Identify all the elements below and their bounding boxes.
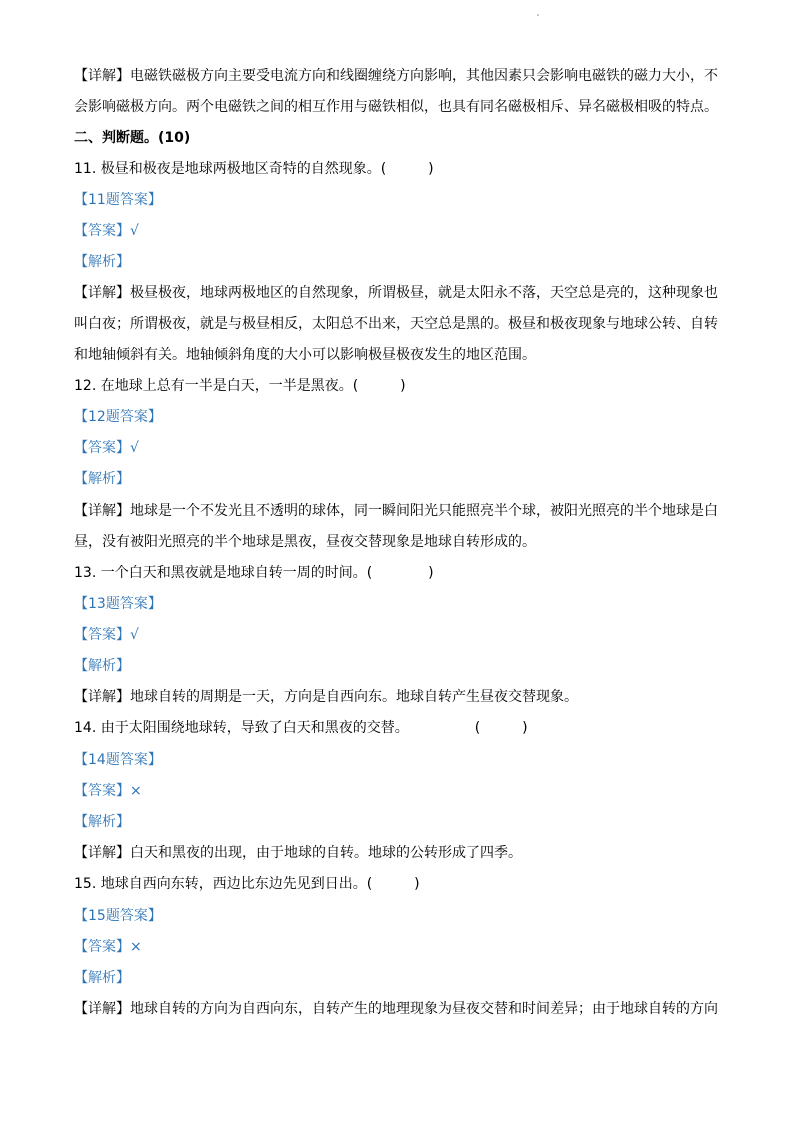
detail-label: 【详解】 (74, 68, 130, 84)
answer-header-13: 【13题答案】 (74, 596, 162, 612)
answer-blank: ( ) (474, 720, 528, 736)
detail-12-line2: 昼，没有被阳光照亮的半个地球是黑夜，昼夜交替现象是地球自转形成的。 (74, 534, 536, 550)
section-title: 二、判断题。(10) (74, 130, 191, 146)
detail-12-line1: 【详解】地球是一个不发光且不透明的球体，同一瞬间阳光只能照亮半个球，被阳光照亮的半个地球是白 (74, 503, 718, 519)
answer-header-15: 【15题答案】 (74, 908, 162, 924)
detail-label: 【详解】 (74, 845, 130, 861)
analysis-label-12: 【解析】 (74, 471, 130, 487)
detail-label: 【详解】 (74, 1001, 130, 1017)
detail-14-line1: 【详解】白天和黑夜的出现，由于地球的自转。地球的公转形成了四季。 (74, 845, 522, 861)
analysis-label-14: 【解析】 (74, 814, 130, 830)
question-15: 15. 地球自西向东转，西边比东边先见到日出。( ) (74, 876, 420, 892)
answer-11: 【答案】√ (74, 223, 139, 239)
detail-11-line2: 叫白夜；所谓极夜，就是与极昼相反，太阳总不出来，天空总是黑的。极昼和极夜现象与地球公转、自转 (74, 316, 718, 332)
answer-12: 【答案】√ (74, 440, 139, 456)
question-13: 13. 一个白天和黑夜就是地球自转一周的时间。( ) (74, 565, 434, 581)
analysis-label-15: 【解析】 (74, 970, 130, 986)
detail-label: 【详解】 (74, 503, 130, 519)
detail-11-line1: 【详解】极昼极夜，地球两极地区的自然现象，所谓极昼，就是太阳永不落，天空总是亮的，这种现象也 (74, 285, 718, 301)
scan-dot (537, 14, 539, 16)
detail-11-line3: 和地轴倾斜有关。地轴倾斜角度的大小可以影响极昼极夜发生的地区范围。 (74, 347, 536, 363)
intro-detail-line1: 【详解】电磁铁磁极方向主要受电流方向和线圈缠绕方向影响，其他因素只会影响电磁铁的磁力大小，不 (74, 68, 718, 84)
analysis-label-13: 【解析】 (74, 658, 130, 674)
answer-header-11: 【11题答案】 (74, 192, 162, 208)
analysis-label-11: 【解析】 (74, 254, 130, 270)
detail-15-line1: 【详解】地球自转的方向为自西向东，自转产生的地理现象为昼夜交替和时间差异；由于地球自转的方向 (74, 1001, 718, 1017)
question-14: 14. 由于太阳围绕地球转，导致了白天和黑夜的交替。 ( ) (74, 720, 528, 736)
answer-header-14: 【14题答案】 (74, 752, 162, 768)
detail-label: 【详解】 (74, 689, 130, 705)
answer-14: 【答案】× (74, 783, 142, 799)
intro-detail-line2: 会影响磁极方向。两个电磁铁之间的相互作用与磁铁相似，也具有同名磁极相斥、异名磁极相吸的特点。 (74, 99, 718, 115)
detail-label: 【详解】 (74, 285, 130, 301)
answer-header-12: 【12题答案】 (74, 409, 162, 425)
question-11: 11. 极昼和极夜是地球两极地区奇特的自然现象。( ) (74, 161, 434, 177)
question-12: 12. 在地球上总有一半是白天，一半是黑夜。( ) (74, 378, 406, 394)
answer-13: 【答案】√ (74, 627, 139, 643)
detail-13-line1: 【详解】地球自转的周期是一天，方向是自西向东。地球自转产生昼夜交替现象。 (74, 689, 578, 705)
answer-15: 【答案】× (74, 939, 142, 955)
